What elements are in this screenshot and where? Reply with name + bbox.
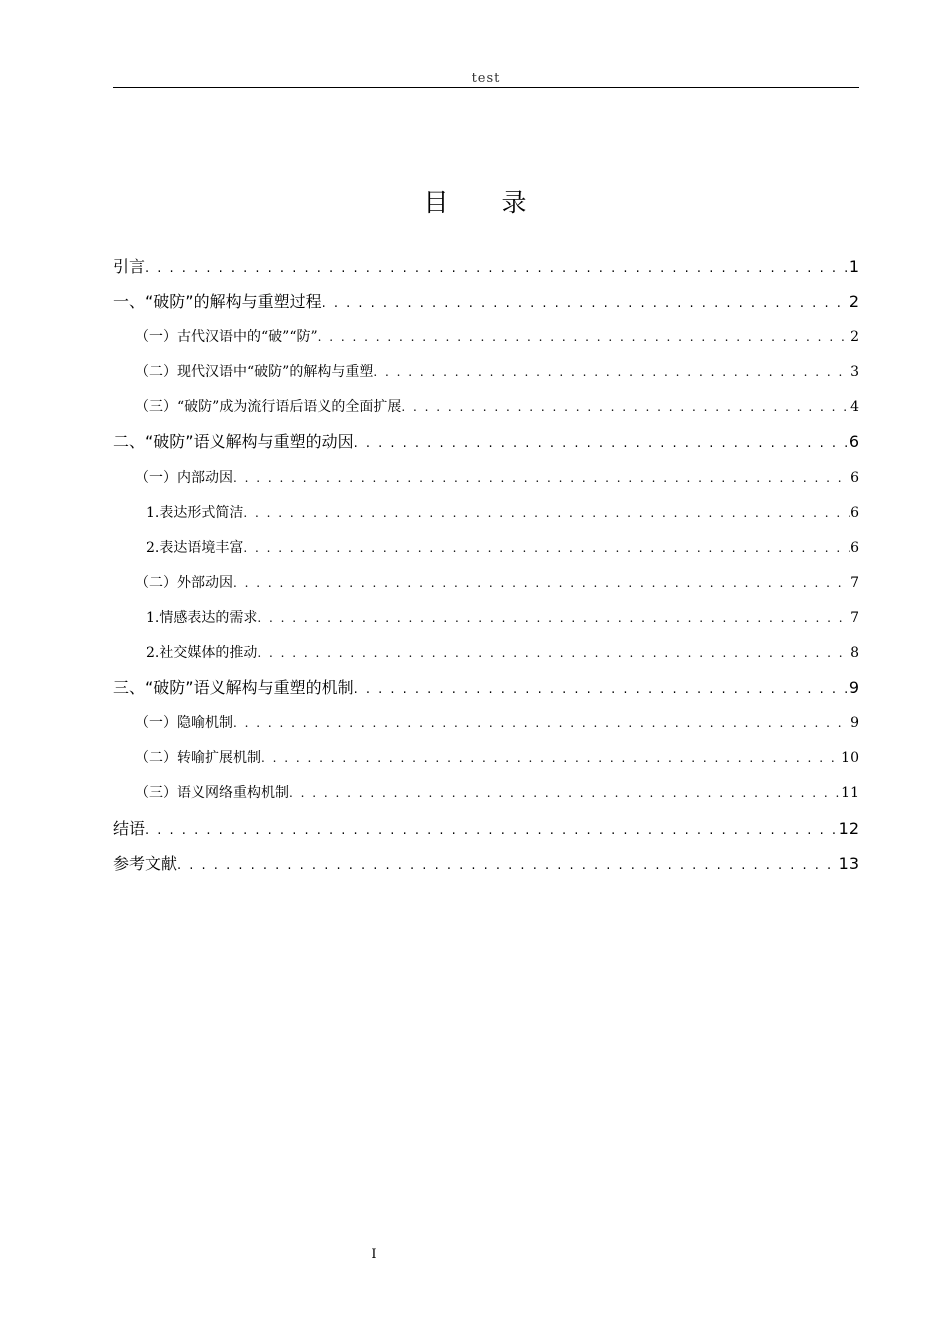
dot-leader <box>177 853 839 879</box>
toc-entry[interactable] <box>113 359 859 394</box>
toc-entry-label: （二）现代汉语中“破防”的解构与重塑 <box>135 364 374 381</box>
toc-entry[interactable] <box>113 254 859 289</box>
toc-title: 目 录 <box>423 188 541 217</box>
dot-leader <box>233 710 850 736</box>
dot-leader <box>257 605 850 631</box>
toc-entry-label: （三）“破防”成为流行语后语义的全面扩展 <box>135 399 402 416</box>
dot-leader <box>289 780 841 806</box>
toc-entry-page: 3 <box>850 364 859 381</box>
toc-entry-label: 1.情感表达的需求 <box>146 609 258 626</box>
dot-leader <box>243 500 850 526</box>
toc-entry-label: （一）内部动因 <box>135 469 233 486</box>
dot-leader <box>145 256 849 282</box>
toc-entry[interactable] <box>113 640 859 675</box>
toc-entry[interactable] <box>113 570 859 605</box>
page-number: I <box>371 1247 377 1262</box>
toc-entry-label: （二）外部动因 <box>135 574 233 591</box>
toc-entry-page: 8 <box>850 645 859 662</box>
toc-entry[interactable] <box>113 429 859 464</box>
toc-entry-page: 6 <box>848 432 859 452</box>
dot-leader <box>322 291 849 317</box>
toc-entry-page: 1 <box>848 257 859 276</box>
toc-entry-label: 结语 <box>113 818 146 838</box>
toc-entry-label: 参考文献 <box>113 853 178 873</box>
toc-entry-page: 6 <box>850 504 859 521</box>
toc-entry-page: 11 <box>841 785 859 802</box>
toc-entry[interactable] <box>113 324 859 359</box>
toc-entry[interactable] <box>113 394 859 429</box>
table-of-contents <box>113 254 859 886</box>
toc-entry-label: 1.表达形式简洁 <box>146 504 244 521</box>
dot-leader <box>145 818 839 844</box>
toc-entry[interactable] <box>113 745 859 780</box>
toc-entry-label: （二）转喻扩展机制 <box>135 750 261 767</box>
toc-entry-page: 2 <box>850 329 859 346</box>
toc-entry-label: 一、“破防”的解构与重塑过程 <box>113 292 322 312</box>
toc-entry-page: 7 <box>850 609 859 626</box>
toc-entry[interactable] <box>113 605 859 640</box>
toc-entry-page: 6 <box>850 539 859 556</box>
dot-leader <box>261 745 841 771</box>
toc-entry-label: （一）隐喻机制 <box>135 715 233 732</box>
dot-leader <box>354 431 849 457</box>
toc-entry-label: 引言 <box>113 257 146 276</box>
toc-entry-page: 10 <box>841 750 859 767</box>
toc-entry[interactable] <box>113 500 859 535</box>
toc-entry-page: 6 <box>850 469 859 486</box>
toc-entry-label: 三、“破防”语义解构与重塑的机制 <box>113 678 354 698</box>
dot-leader <box>354 677 849 703</box>
toc-entry[interactable] <box>113 675 859 710</box>
toc-entry[interactable] <box>113 780 859 815</box>
dot-leader <box>318 324 850 350</box>
toc-entry[interactable] <box>113 851 859 886</box>
toc-entry-page: 4 <box>850 399 859 416</box>
toc-entry-label: 2.社交媒体的推动 <box>146 645 258 662</box>
toc-entry-label: （三）语义网络重构机制 <box>135 785 289 802</box>
toc-entry-label: 二、“破防”语义解构与重塑的动因 <box>113 432 354 452</box>
dot-leader <box>233 465 850 491</box>
toc-entry[interactable] <box>113 535 859 570</box>
toc-entry-page: 9 <box>848 678 859 698</box>
toc-entry[interactable] <box>113 816 859 851</box>
toc-entry-label: （一）古代汉语中的“破”“防” <box>135 329 318 346</box>
toc-entry-page: 13 <box>838 853 859 873</box>
toc-entry[interactable] <box>113 465 859 500</box>
dot-leader <box>257 640 850 666</box>
dot-leader <box>373 359 850 385</box>
toc-entry-label: 2.表达语境丰富 <box>146 539 244 556</box>
dot-leader <box>243 535 850 561</box>
toc-entry-page: 7 <box>850 574 859 591</box>
toc-entry-page: 9 <box>850 715 859 732</box>
header-rule <box>113 87 859 88</box>
toc-entry-page: 2 <box>848 292 859 312</box>
dot-leader <box>233 570 850 596</box>
toc-entry[interactable] <box>113 710 859 745</box>
toc-entry-page: 12 <box>838 818 859 838</box>
toc-entry[interactable] <box>113 289 859 324</box>
dot-leader <box>401 394 850 420</box>
running-header: test <box>471 71 501 86</box>
